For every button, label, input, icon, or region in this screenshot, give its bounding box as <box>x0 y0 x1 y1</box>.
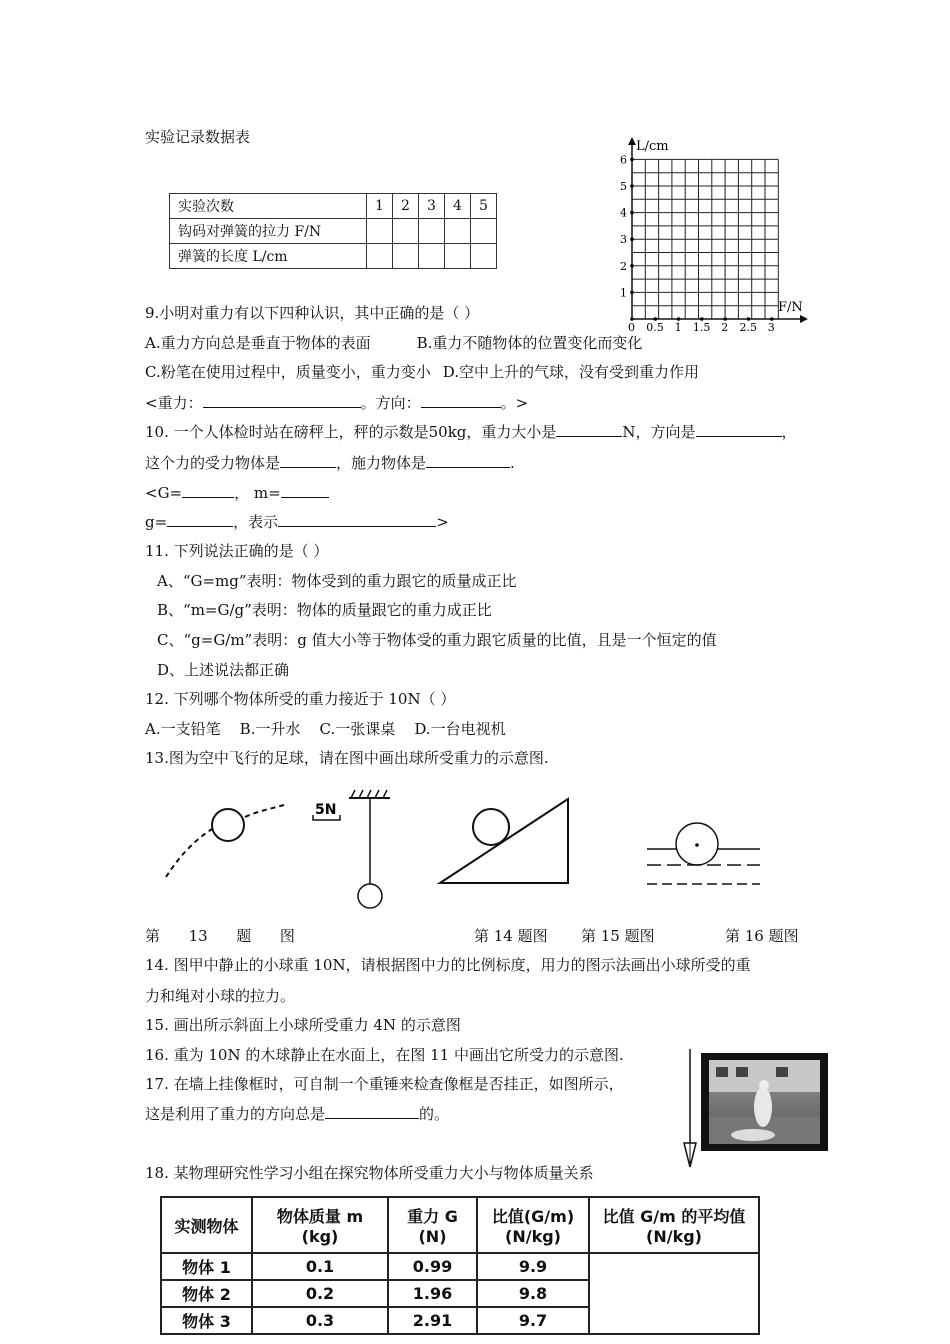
q17-text: 的。 <box>419 1105 450 1123</box>
table-cell: 物体 1 <box>161 1253 252 1280</box>
blank[interactable] <box>167 512 233 527</box>
x-tick-dot <box>747 317 751 321</box>
table-header <box>388 1197 477 1253</box>
note-text: > <box>436 513 449 531</box>
y-tick-label: 1 <box>620 286 627 300</box>
table-cell[interactable] <box>445 244 471 269</box>
q14-line2: 力和绳对小球的拉力。 <box>145 987 296 1005</box>
header-label: 实验次数 <box>170 194 367 219</box>
blank[interactable] <box>556 422 622 437</box>
x-tick-dot <box>700 317 704 321</box>
q11-option-a: A、“G=mg”表明：物体受到的重力跟它的质量成正比 <box>157 572 517 590</box>
q9-option-d: D.空中上升的气球，没有受到重力作用 <box>442 363 699 381</box>
header-text: 比值(G/m) <box>491 1207 575 1226</box>
table-cell[interactable] <box>367 219 393 244</box>
table-row <box>161 1253 759 1280</box>
x-tick-label: 2.5 <box>739 321 757 334</box>
header-unit: (N/kg) <box>505 1227 561 1246</box>
table-row <box>161 1197 759 1253</box>
q17-text: 这是利用了重力的方向总是 <box>145 1105 326 1123</box>
table-cell: 0.3 <box>252 1307 388 1334</box>
table-cell: 5 <box>471 194 497 219</box>
blank[interactable] <box>280 453 336 468</box>
q10-text: 这个力的受力物体是 <box>145 454 281 472</box>
table-cell: 2 <box>393 194 419 219</box>
x-tick-label: 0.5 <box>646 321 664 334</box>
table-cell[interactable] <box>445 219 471 244</box>
y-tick-dot <box>630 158 634 162</box>
y-tick-label: 6 <box>620 153 627 167</box>
note-text: <重力： <box>145 394 203 412</box>
note-text: 。> <box>500 394 529 412</box>
table-cell[interactable] <box>393 244 419 269</box>
q9-option-a: A.重力方向总是垂直于物体的表面 <box>145 334 371 352</box>
y-tick-dot <box>630 291 634 295</box>
table-cell[interactable] <box>419 244 445 269</box>
table-cell: 0.99 <box>388 1253 477 1280</box>
blank[interactable] <box>203 393 361 408</box>
y-tick-dot <box>630 184 634 188</box>
note-text: ， m= <box>234 484 281 502</box>
table-cell: 1 <box>367 194 393 219</box>
q11-stem: 11. 下列说法正确的是（ ） <box>145 542 329 560</box>
football-figure <box>166 805 284 877</box>
table-row <box>170 194 497 219</box>
caption-14: 第 14 题图 <box>474 927 548 945</box>
note-text: g= <box>145 513 168 531</box>
table-cell: 物体 2 <box>161 1280 252 1307</box>
table-cell: 9.9 <box>477 1253 589 1280</box>
note-text: <G= <box>145 484 183 502</box>
table-cell: 0.1 <box>252 1253 388 1280</box>
note-text: ，表示 <box>233 513 279 531</box>
blank[interactable] <box>325 1104 419 1119</box>
table-cell[interactable] <box>419 219 445 244</box>
table-row <box>170 244 497 269</box>
note-text: 。方向： <box>360 394 421 412</box>
q10-text: . <box>510 454 515 472</box>
q10-line1 <box>145 422 797 442</box>
incline-ball <box>473 809 509 845</box>
q18-text: 18. 某物理研究性学习小组在探究物体所受重力大小与物体质量关系 <box>145 1164 594 1182</box>
q12-options: A.一支铅笔 B.一升水 C.一张课桌 D.一台电视机 <box>145 720 506 738</box>
q9-cd <box>145 362 699 382</box>
blank[interactable] <box>281 483 329 498</box>
gravity-data-table <box>160 1196 760 1335</box>
table-cell: 4 <box>445 194 471 219</box>
q12-stem: 12. 下列哪个物体所受的重力接近于 10N（ ） <box>145 690 456 708</box>
table-cell: 2.91 <box>388 1307 477 1334</box>
header-unit: (N/kg) <box>646 1227 702 1246</box>
caption-16: 第 16 题图 <box>725 927 799 945</box>
header-text: 实测物体 <box>174 1216 239 1236</box>
q17-line2 <box>145 1104 449 1124</box>
blank[interactable] <box>421 393 501 408</box>
q11-option-d: D、上述说法都正确 <box>157 661 290 679</box>
header-text: 重力 G <box>407 1207 458 1226</box>
q14-line1: 14. 图甲中静止的小球重 10N，请根据图中力的比例标度，用力的图示法画出小球所受的重 <box>145 956 751 974</box>
y-tick-label: 5 <box>620 180 627 193</box>
caption-15: 第 15 题图 <box>581 927 655 945</box>
header-text: 物体质量 m <box>276 1207 364 1226</box>
table-row <box>170 219 497 244</box>
row-label: 弹簧的长度 L/cm <box>170 244 367 269</box>
q16-text: 16. 重为 10N 的木球静止在水面上，在图 11 中画出它所受力的示意图. <box>145 1046 624 1064</box>
table-cell[interactable] <box>471 244 497 269</box>
pendulum-figure <box>313 790 390 908</box>
header-unit: (kg) <box>301 1227 339 1246</box>
y-tick-label: 4 <box>620 206 627 220</box>
row-label: 钩码对弹簧的拉力 F/N <box>170 219 367 244</box>
record-table-title: 实验记录数据表 <box>145 128 251 146</box>
y-tick-dot <box>630 237 634 241</box>
blank[interactable] <box>182 483 234 498</box>
x-tick-label: 3 <box>767 321 775 334</box>
y-tick-dot <box>630 211 634 215</box>
y-tick-dot <box>630 264 634 268</box>
x-tick-dot <box>723 317 727 321</box>
q15-text: 15. 画出所示斜面上小球所受重力 4N 的示意图 <box>145 1016 461 1034</box>
q11-option-c: C、“g=G/m”表明：g 值大小等于物体受的重力跟它质量的比值，且是一个恒定的值 <box>157 631 717 649</box>
x-tick-dot <box>770 317 774 321</box>
table-header <box>477 1197 589 1253</box>
y-tick-label: 3 <box>620 233 627 247</box>
picture-frame-figure <box>678 1045 838 1170</box>
caption-13: 第 13 题 图 <box>145 927 295 945</box>
q9-ab <box>145 333 642 353</box>
q10-text: 10. 一个人体检时站在磅秤上，秤的示数是50kg，重力大小是 <box>145 423 557 441</box>
blank[interactable] <box>426 453 510 468</box>
table-cell: 3 <box>419 194 445 219</box>
table-header <box>252 1197 388 1253</box>
table-header <box>161 1197 252 1253</box>
average-cell[interactable] <box>589 1253 759 1334</box>
table-cell[interactable] <box>393 219 419 244</box>
q9-stem: 9.小明对重力有以下四种认识，其中正确的是（ ） <box>145 304 480 322</box>
q10-note1 <box>145 483 329 503</box>
x-tick-label: 1 <box>674 321 682 334</box>
scale-label: 5N <box>315 802 337 818</box>
table-header <box>589 1197 759 1253</box>
record-table <box>169 193 497 269</box>
q13-stem: 13.图为空中飞行的足球，请在图中画出球所受重力的示意图. <box>145 749 549 767</box>
table-cell: 物体 3 <box>161 1307 252 1334</box>
x-tick-dot <box>630 317 634 321</box>
table-cell: 9.8 <box>477 1280 589 1307</box>
q10-note2 <box>145 512 449 532</box>
blank[interactable] <box>278 512 436 527</box>
blank[interactable] <box>696 422 782 437</box>
incline-figure <box>440 799 568 883</box>
x-tick-label: 1.5 <box>692 321 711 334</box>
x-tick-dot <box>677 317 681 321</box>
q10-line2 <box>145 453 515 473</box>
q9-note <box>145 393 528 413</box>
hanging-ball <box>358 884 382 908</box>
figures-row <box>150 785 790 925</box>
q17-line1: 17. 在墙上挂像框时，可自制一个重锤来检查像框是否挂正，如图所示， <box>145 1075 624 1093</box>
q10-text: ，施力物体是 <box>336 454 427 472</box>
q9-option-b: B.重力不随物体的位置变化而变化 <box>416 334 643 352</box>
table-cell: 0.2 <box>252 1280 388 1307</box>
floating-ball-figure <box>647 823 760 884</box>
x-tick-dot <box>654 317 658 321</box>
y-tick-label: 2 <box>620 259 627 273</box>
header-text: 比值 G/m 的平均值 <box>602 1207 746 1226</box>
header-unit: (N) <box>418 1227 447 1246</box>
table-cell: 1.96 <box>388 1280 477 1307</box>
x-axis-label: F/N <box>778 300 803 315</box>
table-cell: 9.7 <box>477 1307 589 1334</box>
q9-option-c: C.粉笔在使用过程中，质量变小，重力变小 <box>145 363 431 381</box>
y-axis-label: L/cm <box>636 139 669 154</box>
x-tick-label: 2 <box>721 321 729 334</box>
spring-graph <box>612 135 812 335</box>
q10-text: ， <box>781 423 797 441</box>
q11-option-b: B、“m=G/g”表明：物体的质量跟它的重力成正比 <box>157 601 492 619</box>
table-cell[interactable] <box>367 244 393 269</box>
table-cell[interactable] <box>471 219 497 244</box>
ball <box>212 809 244 841</box>
q10-text: N，方向是 <box>622 423 696 441</box>
x-tick-label: 0 <box>628 321 635 334</box>
